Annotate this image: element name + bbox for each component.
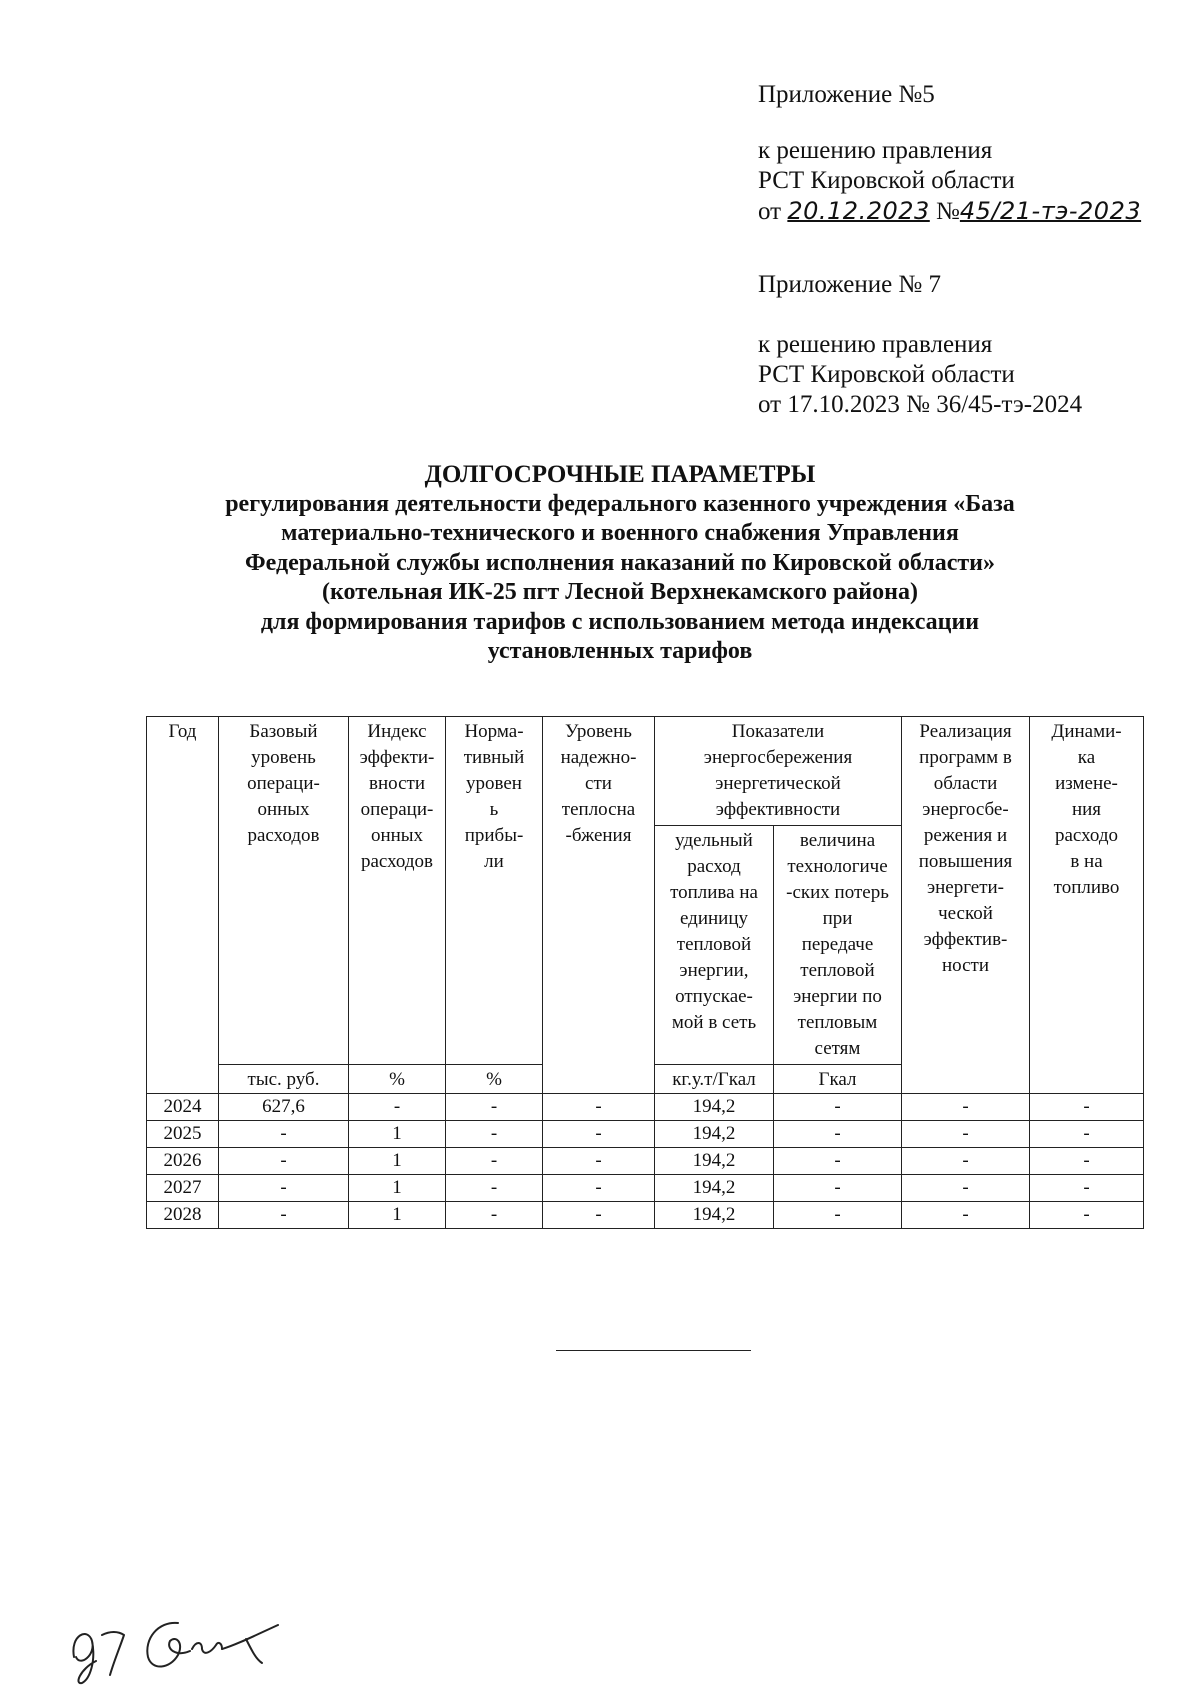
header-line: онных bbox=[370, 825, 424, 846]
cell-fuel: 194,2 bbox=[655, 1094, 774, 1121]
cell-year: 2026 bbox=[147, 1148, 219, 1175]
handwritten-date: 20.12.2023 bbox=[787, 197, 930, 225]
appendix-5-line-3 bbox=[758, 196, 1141, 226]
heading-line-5: для формирования тарифов с использованием метода индексации bbox=[260, 608, 980, 635]
table-row bbox=[147, 1175, 1144, 1202]
header-line: Уровень bbox=[565, 721, 632, 742]
cell-profit: - bbox=[446, 1202, 543, 1229]
header-line: эффекти- bbox=[359, 747, 435, 768]
header-line: тепловым bbox=[797, 1012, 878, 1033]
header-line: эффективности bbox=[715, 799, 841, 820]
header-line: ь bbox=[489, 799, 499, 820]
cell-index: - bbox=[349, 1094, 446, 1121]
header-line: эффектив- bbox=[923, 929, 1008, 950]
header-line: энергии по bbox=[793, 986, 882, 1007]
col-header-fuel bbox=[655, 826, 774, 1065]
cell-losses: - bbox=[774, 1202, 902, 1229]
header-line: при bbox=[822, 908, 853, 929]
appendix-7-title: Приложение № 7 bbox=[758, 271, 942, 298]
header-line: надежно- bbox=[560, 747, 637, 768]
cell-year: 2028 bbox=[147, 1202, 219, 1229]
col-header-profit bbox=[446, 717, 543, 1065]
cell-year: 2024 bbox=[147, 1094, 219, 1121]
header-line: измене- bbox=[1055, 773, 1118, 794]
col-header-year bbox=[147, 717, 219, 1094]
col-header-programs bbox=[902, 717, 1030, 1094]
handwritten-signature bbox=[66, 1605, 316, 1690]
cell-profit: - bbox=[446, 1148, 543, 1175]
appendix-7-line-1: к решению правления bbox=[758, 331, 993, 358]
header-line: энергосбережения bbox=[703, 747, 853, 768]
header-line: вности bbox=[368, 773, 426, 794]
heading-line-4: (котельная ИК-25 пгт Лесной Верхнекамского района) bbox=[322, 579, 918, 605]
header-line: энергетической bbox=[715, 773, 841, 794]
header-line: расход bbox=[687, 856, 741, 877]
table-row bbox=[147, 1202, 1144, 1229]
table-row bbox=[147, 1148, 1144, 1175]
cell-reliability: - bbox=[543, 1202, 655, 1229]
header-line: прибы- bbox=[464, 825, 524, 846]
heading-line-3: Федеральной службы исполнения наказаний по Кировской области» bbox=[245, 549, 995, 576]
appendix-5-line-2: РСТ Кировской области bbox=[758, 167, 1015, 194]
header-line: отпускае- bbox=[675, 986, 753, 1007]
header-line: топливо bbox=[1053, 877, 1120, 898]
cell-programs: - bbox=[902, 1094, 1030, 1121]
header-line: ка bbox=[1077, 747, 1096, 768]
unit-losses: Гкал bbox=[774, 1065, 902, 1094]
parameters-table bbox=[146, 716, 1144, 1229]
header-line: энергосбе- bbox=[922, 799, 1009, 820]
header-line: Реализация bbox=[919, 721, 1012, 742]
unit-base: тыс. руб. bbox=[219, 1065, 349, 1094]
handwritten-number: 45/21-тэ-2023 bbox=[959, 197, 1142, 225]
header-line: повышения bbox=[918, 851, 1013, 872]
header-line: уровень bbox=[251, 747, 316, 768]
cell-losses: - bbox=[774, 1121, 902, 1148]
header-line: расходов bbox=[361, 851, 433, 872]
cell-base: 627,6 bbox=[219, 1094, 349, 1121]
header-line: расходо bbox=[1054, 825, 1118, 846]
cell-index: 1 bbox=[349, 1175, 446, 1202]
cell-programs: - bbox=[902, 1121, 1030, 1148]
unit-profit: % bbox=[446, 1065, 543, 1094]
header-line: операци- bbox=[360, 799, 434, 820]
appendix-5-from: от bbox=[758, 198, 782, 225]
cell-reliability: - bbox=[543, 1121, 655, 1148]
cell-profit: - bbox=[446, 1094, 543, 1121]
header-line: удельный bbox=[675, 830, 753, 851]
cell-dynamics: - bbox=[1030, 1094, 1144, 1121]
col-header-reliability bbox=[543, 717, 655, 1094]
appendix-5-block bbox=[758, 80, 1141, 226]
header-line: мой в сеть bbox=[671, 1012, 757, 1033]
heading-main: ДОЛГОСРОЧНЫЕ ПАРАМЕТРЫ bbox=[424, 461, 816, 488]
cell-base: - bbox=[219, 1121, 349, 1148]
header-line: теплосна bbox=[561, 799, 636, 820]
cell-index: 1 bbox=[349, 1148, 446, 1175]
cell-index: 1 bbox=[349, 1121, 446, 1148]
cell-reliability: - bbox=[543, 1094, 655, 1121]
header-line: ния bbox=[1071, 799, 1102, 820]
header-line: -бжения bbox=[565, 825, 632, 846]
heading-line-2: материально-технического и военного снабжения Управления bbox=[281, 520, 959, 546]
header-line: единицу bbox=[679, 908, 749, 929]
cell-index: 1 bbox=[349, 1202, 446, 1229]
header-line: Норма- bbox=[464, 721, 524, 742]
cell-reliability: - bbox=[543, 1175, 655, 1202]
cell-losses: - bbox=[774, 1094, 902, 1121]
header-line: сетям bbox=[814, 1038, 861, 1059]
cell-dynamics: - bbox=[1030, 1202, 1144, 1229]
heading-line-6: установленных тарифов bbox=[487, 638, 753, 664]
header-line: технологиче bbox=[787, 856, 888, 877]
col-header-base bbox=[219, 717, 349, 1065]
closing-divider bbox=[556, 1350, 751, 1351]
header-row-1 bbox=[147, 717, 1144, 826]
appendix-5-num-sign: № bbox=[936, 198, 960, 225]
header-line: в на bbox=[1070, 851, 1103, 872]
header-line: онных bbox=[257, 799, 310, 820]
unit-index: % bbox=[349, 1065, 446, 1094]
header-line: ли bbox=[484, 851, 504, 872]
cell-reliability: - bbox=[543, 1148, 655, 1175]
cell-dynamics: - bbox=[1030, 1121, 1144, 1148]
header-line: величина bbox=[799, 830, 876, 851]
appendix-5-title: Приложение №5 bbox=[758, 81, 935, 108]
header-line: ности bbox=[941, 955, 990, 976]
cell-base: - bbox=[219, 1148, 349, 1175]
header-line: операци- bbox=[247, 773, 320, 794]
header-line: уровен bbox=[466, 773, 522, 794]
cell-fuel: 194,2 bbox=[655, 1175, 774, 1202]
cell-year: 2027 bbox=[147, 1175, 219, 1202]
cell-programs: - bbox=[902, 1148, 1030, 1175]
cell-base: - bbox=[219, 1175, 349, 1202]
header-line: тепловой bbox=[800, 960, 875, 981]
header-line: передаче bbox=[801, 934, 874, 955]
header-line: тепловой bbox=[676, 934, 752, 955]
header-line: Индекс bbox=[367, 721, 427, 742]
header-line: топлива на bbox=[670, 882, 758, 903]
header-line: ческой bbox=[938, 903, 993, 924]
cell-fuel: 194,2 bbox=[655, 1202, 774, 1229]
unit-fuel: кг.у.т/Гкал bbox=[655, 1065, 774, 1094]
cell-fuel: 194,2 bbox=[655, 1121, 774, 1148]
header-line: Базовый bbox=[249, 721, 318, 742]
cell-profit: - bbox=[446, 1121, 543, 1148]
header-line: -ских потерь bbox=[786, 882, 889, 903]
appendix-7-block bbox=[758, 270, 1082, 420]
cell-losses: - bbox=[774, 1175, 902, 1202]
cell-base: - bbox=[219, 1202, 349, 1229]
header-line: расходов bbox=[247, 825, 320, 846]
header-line: Год bbox=[168, 721, 197, 742]
cell-programs: - bbox=[902, 1175, 1030, 1202]
header-line: программ в bbox=[919, 747, 1012, 768]
cell-programs: - bbox=[902, 1202, 1030, 1229]
header-line: режения и bbox=[923, 825, 1008, 846]
header-line: энергии, bbox=[679, 960, 749, 981]
appendix-7-line-3: от 17.10.2023 № 36/45-тэ-2024 bbox=[758, 391, 1083, 418]
heading-line-1: регулирования деятельности федерального казенного учреждения «База bbox=[225, 490, 1015, 517]
appendix-7-line-2: РСТ Кировской области bbox=[758, 361, 1015, 388]
cell-profit: - bbox=[446, 1175, 543, 1202]
col-header-index bbox=[349, 717, 446, 1065]
cell-fuel: 194,2 bbox=[655, 1148, 774, 1175]
header-line: энергети- bbox=[926, 877, 1005, 898]
cell-losses: - bbox=[774, 1148, 902, 1175]
cell-dynamics: - bbox=[1030, 1175, 1144, 1202]
header-line: сти bbox=[585, 773, 612, 794]
document-heading bbox=[120, 460, 1120, 667]
header-line: области bbox=[933, 773, 998, 794]
cell-year: 2025 bbox=[147, 1121, 219, 1148]
table-row bbox=[147, 1121, 1144, 1148]
header-line: тивный bbox=[463, 747, 525, 768]
col-header-losses bbox=[774, 826, 902, 1065]
col-header-dynamics bbox=[1030, 717, 1144, 1094]
header-line: Показатели bbox=[731, 721, 825, 742]
appendix-5-line-1: к решению правления bbox=[758, 137, 993, 164]
cell-dynamics: - bbox=[1030, 1148, 1144, 1175]
header-line: Динами- bbox=[1051, 721, 1122, 742]
table-row bbox=[147, 1094, 1144, 1121]
col-header-energy-group bbox=[655, 717, 902, 826]
